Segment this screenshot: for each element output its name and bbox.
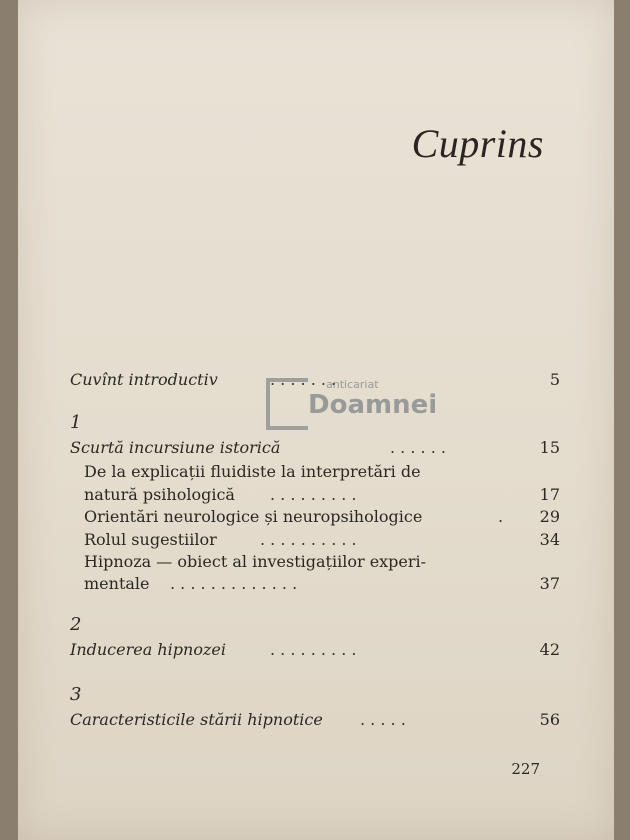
toc-entry-label: Rolul sugestiilor xyxy=(84,530,217,549)
toc-entry-intro xyxy=(70,368,560,392)
chapter-number: 2 xyxy=(70,614,82,635)
toc-entry-label: Caracteristicile stării hipnotice xyxy=(70,710,323,729)
toc-subentry xyxy=(70,505,560,529)
toc-entry-label: Inducerea hipnozei xyxy=(70,640,226,659)
toc-entry-label: mentale xyxy=(84,574,150,593)
leader-dots: . xyxy=(498,507,504,526)
page-title: Cuprins xyxy=(411,121,544,166)
leader-dots: . . . . . . . . . xyxy=(270,485,357,504)
watermark-line2: Doamnei xyxy=(308,390,438,420)
toc-subentry xyxy=(70,572,560,596)
leader-dots: . . . . . . . . . . . . . xyxy=(170,574,298,593)
toc-subentry xyxy=(70,550,560,574)
toc-entry-label: Cuvînt introductiv xyxy=(70,370,218,389)
toc-subentry xyxy=(70,483,560,507)
toc-entry-label: Scurtă incursiune istorică xyxy=(70,438,281,457)
toc-entry-label: Hipnoza — obiect al investigațiilor experi- xyxy=(84,552,427,571)
toc-entry-page: 34 xyxy=(539,530,560,549)
toc-entry-page: 15 xyxy=(539,438,560,457)
toc-entry-page: 37 xyxy=(539,574,560,593)
toc-entry-page: 56 xyxy=(539,710,560,729)
toc-entry-label: Orientări neurologice și neuropsihologice xyxy=(84,507,423,526)
leader-dots: . . . . . . . . . xyxy=(270,640,357,659)
toc-entry-page: 42 xyxy=(539,640,560,659)
toc-entry-label: De la explicații fluidiste la interpretări de xyxy=(84,462,421,481)
chapter-number: 3 xyxy=(70,684,82,705)
toc-entry-chapter-3 xyxy=(70,708,560,732)
toc-entry-page: 17 xyxy=(539,485,560,504)
toc-subentry xyxy=(70,528,560,552)
page-number: 227 xyxy=(511,760,540,778)
leader-dots: . . . . . . . xyxy=(270,370,337,389)
chapter-number: 1 xyxy=(70,412,82,433)
leader-dots: . . . . . xyxy=(360,710,406,729)
toc-subentry xyxy=(70,460,560,484)
toc-entry-page: 5 xyxy=(549,370,560,389)
toc-entry-chapter-2 xyxy=(70,638,560,662)
toc-entry-page: 29 xyxy=(539,507,560,526)
toc-entry-label: natură psihologică xyxy=(84,485,235,504)
leader-dots: . . . . . . xyxy=(390,438,446,457)
toc-entry-chapter-1 xyxy=(70,436,560,460)
watermark-line1: anticariat xyxy=(326,378,379,391)
leader-dots: . . . . . . . . . . xyxy=(260,530,357,549)
book-page xyxy=(18,0,614,840)
